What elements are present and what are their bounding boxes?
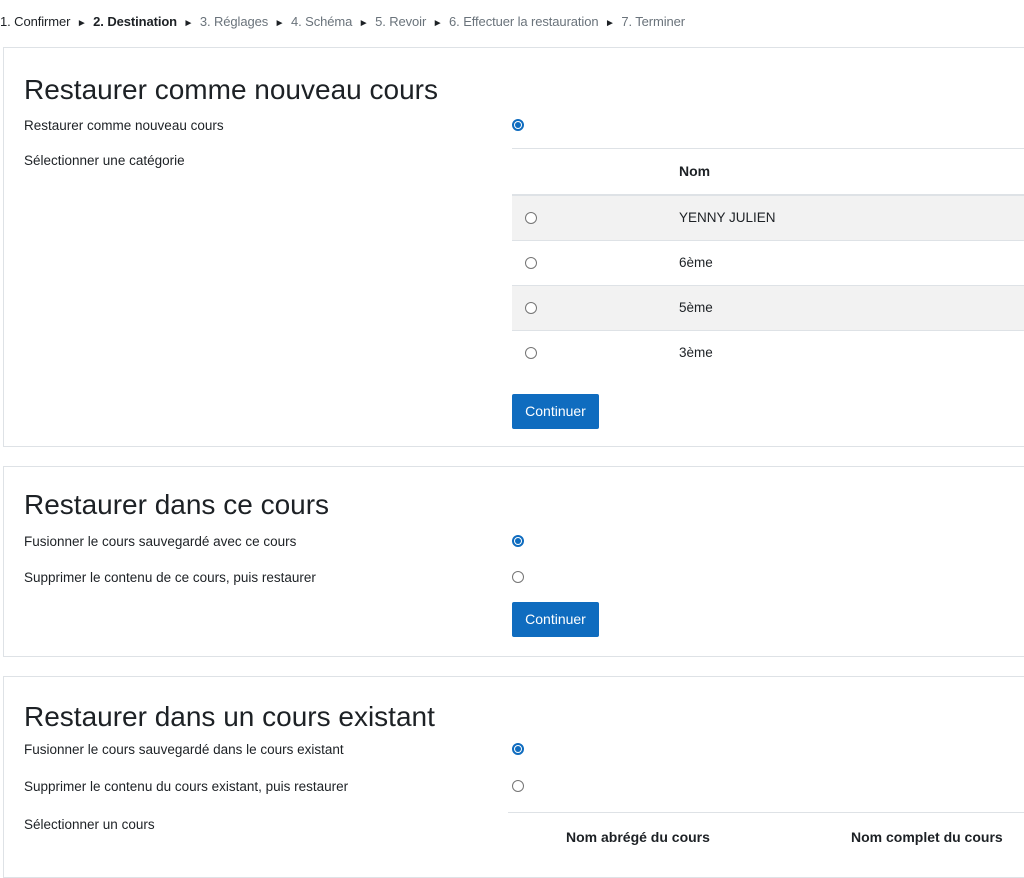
category-name: YENNY JULIEN bbox=[679, 210, 776, 225]
step-separator: ► bbox=[274, 18, 285, 29]
category-name: 3ème bbox=[679, 345, 713, 360]
step-finish: 7. Terminer bbox=[621, 14, 686, 29]
delete-option-label: Supprimer le contenu de ce cours, puis restaurer bbox=[24, 570, 316, 585]
category-table-header bbox=[512, 148, 1024, 196]
step-separator: ► bbox=[76, 18, 87, 29]
select-course-label: Sélectionner un cours bbox=[24, 817, 155, 832]
step-perform-restore: 6. Effectuer la restauration bbox=[449, 14, 599, 29]
table-row[interactable] bbox=[512, 196, 1024, 241]
category-radio[interactable] bbox=[525, 212, 537, 224]
delete-existing-radio[interactable] bbox=[512, 780, 524, 792]
continue-button[interactable]: Continuer bbox=[512, 394, 599, 429]
step-separator: ► bbox=[183, 18, 194, 29]
table-row[interactable] bbox=[512, 286, 1024, 331]
select-category-label: Sélectionner une catégorie bbox=[24, 153, 185, 168]
merge-radio[interactable] bbox=[512, 535, 524, 547]
category-name: 5ème bbox=[679, 300, 713, 315]
continue-button[interactable]: Continuer bbox=[512, 602, 599, 637]
delete-radio[interactable] bbox=[512, 571, 524, 583]
step-schema: 4. Schéma bbox=[290, 14, 353, 29]
course-table-header bbox=[508, 812, 1024, 863]
column-header-short-name: Nom abrégé du cours bbox=[566, 829, 710, 845]
step-settings: 3. Réglages bbox=[199, 14, 269, 29]
table-row[interactable] bbox=[512, 331, 1024, 375]
merge-existing-option-label: Fusionner le cours sauvegardé dans le cours existant bbox=[24, 742, 344, 757]
step-confirm: 1. Confirmer bbox=[0, 14, 71, 29]
category-radio[interactable] bbox=[525, 302, 537, 314]
new-course-title: Restaurer comme nouveau cours bbox=[24, 74, 438, 105]
category-name: 6ème bbox=[679, 255, 713, 270]
breadcrumb bbox=[0, 14, 685, 29]
existing-course-title: Restaurer dans un cours existant bbox=[24, 701, 435, 732]
new-course-radio[interactable] bbox=[512, 119, 524, 131]
new-course-option-label: Restaurer comme nouveau cours bbox=[24, 118, 224, 133]
step-destination: 2. Destination bbox=[93, 14, 178, 29]
step-separator: ► bbox=[358, 18, 369, 29]
category-table bbox=[512, 148, 1024, 375]
delete-existing-option-label: Supprimer le contenu du cours existant, puis restaurer bbox=[24, 779, 349, 794]
step-review: 5. Revoir bbox=[375, 14, 427, 29]
step-separator: ► bbox=[432, 18, 443, 29]
merge-option-label: Fusionner le cours sauvegardé avec ce cours bbox=[24, 534, 297, 549]
table-row[interactable] bbox=[512, 241, 1024, 286]
column-header-name: Nom bbox=[679, 163, 711, 179]
new-course-card bbox=[3, 47, 1024, 447]
merge-existing-radio[interactable] bbox=[512, 743, 524, 755]
column-header-full-name: Nom complet du cours bbox=[851, 829, 1003, 845]
step-separator: ► bbox=[605, 18, 615, 29]
category-radio[interactable] bbox=[525, 257, 537, 269]
this-course-title: Restaurer dans ce cours bbox=[24, 489, 330, 520]
this-course-card bbox=[3, 466, 1024, 657]
category-radio[interactable] bbox=[525, 347, 537, 359]
